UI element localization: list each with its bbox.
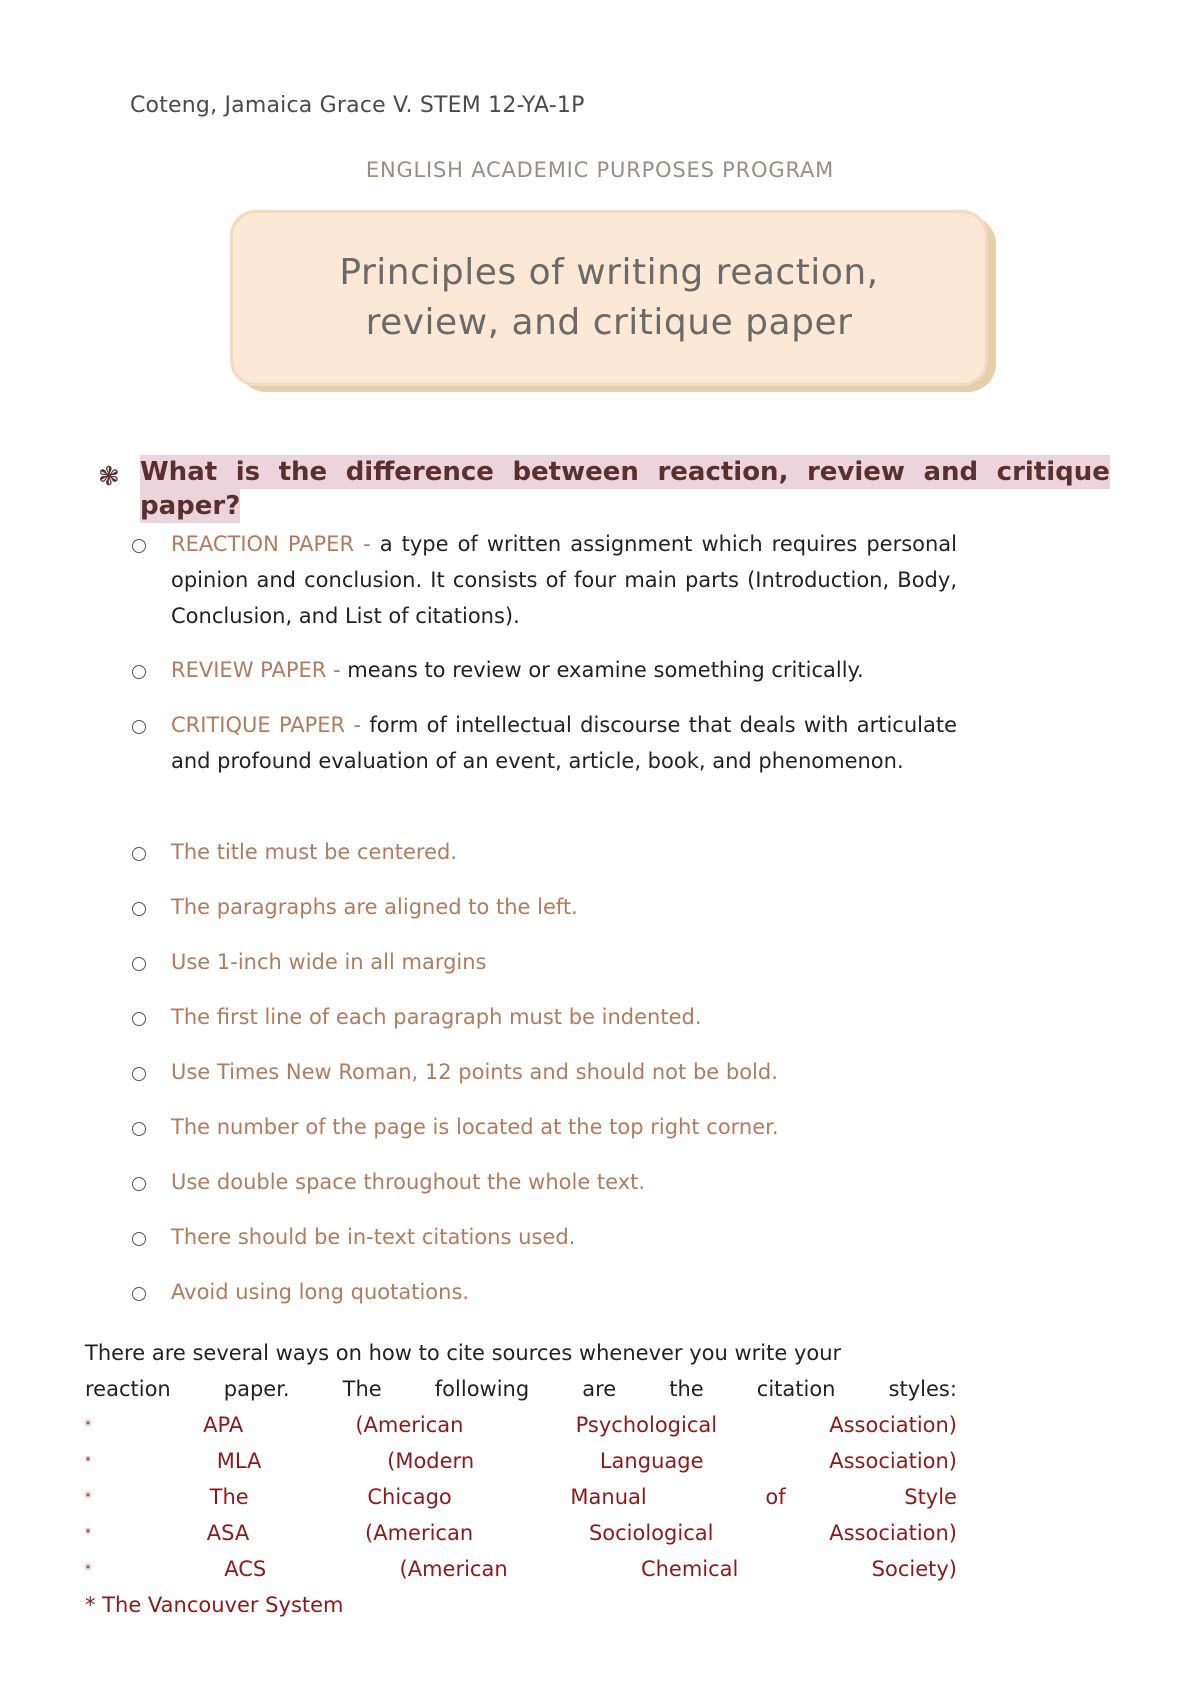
intro-word: following <box>434 1377 530 1401</box>
citation-style-word: MLA <box>216 1449 262 1473</box>
citation-style-word: Style <box>904 1485 957 1509</box>
citation-style-word: Chicago <box>367 1485 452 1509</box>
list-item <box>132 1274 957 1310</box>
circle-bullet-icon <box>132 1287 146 1301</box>
definition-term: REACTION PAPER - <box>171 532 371 556</box>
citation-style-word: of <box>765 1485 786 1509</box>
question-heading <box>140 455 1110 523</box>
citation-style-word: (American <box>365 1521 474 1545</box>
list-item <box>132 944 957 980</box>
title-line-2: review, and critique paper <box>365 302 853 343</box>
citation-style-word: Language <box>599 1449 704 1473</box>
question-word: the <box>278 457 328 487</box>
citation-style-word: Association) <box>829 1449 957 1473</box>
citation-style-word: (Modern <box>387 1449 475 1473</box>
question-word: and <box>923 457 979 487</box>
intro-word: the <box>669 1377 704 1401</box>
definition-text <box>171 707 957 779</box>
circle-bullet-icon <box>132 847 146 861</box>
intro-word: styles: <box>888 1377 957 1401</box>
definition-text <box>171 652 957 688</box>
definition-body: means to review or examine something critically. <box>340 658 864 682</box>
citation-style-word: ASA <box>206 1521 250 1545</box>
intro-word: reaction <box>85 1377 171 1401</box>
definition-term: REVIEW PAPER - <box>171 658 341 682</box>
list-item <box>132 834 957 870</box>
definition-text <box>171 526 957 634</box>
question-word: review <box>806 457 905 487</box>
citation-style-word: (American <box>399 1557 508 1581</box>
citation-style-row <box>85 1407 957 1443</box>
citation-style-word: Psychological <box>575 1413 718 1437</box>
rule-text: Avoid using long quotations. <box>171 1280 470 1304</box>
circle-bullet-icon <box>132 1012 146 1026</box>
list-item <box>132 707 957 779</box>
question-line-2: paper? <box>140 491 241 521</box>
list-item <box>132 889 957 925</box>
citation-intro-line-2 <box>85 1371 957 1407</box>
citation-style-word: Manual <box>570 1485 647 1509</box>
list-item <box>132 652 957 688</box>
intro-word: The <box>342 1377 382 1401</box>
asterisk-marker: * <box>85 1418 91 1432</box>
citation-style-word: Association) <box>829 1413 957 1437</box>
rule-text: Use 1-inch wide in all margins <box>171 950 487 974</box>
circle-bullet-icon <box>132 1177 146 1191</box>
author-line: Coteng, Jamaica Grace V. STEM 12-YA-1P <box>130 93 585 118</box>
citation-intro-line-1: There are several ways on how to cite sources whenever you write your <box>85 1341 842 1365</box>
title-box <box>230 210 988 386</box>
circle-bullet-icon <box>132 1232 146 1246</box>
citation-style-row <box>85 1515 957 1551</box>
citation-style-word: Sociological <box>588 1521 714 1545</box>
citation-style-word: APA <box>203 1413 244 1437</box>
citation-style-row <box>85 1479 957 1515</box>
asterisk-marker: * <box>85 1562 91 1576</box>
intro-word: are <box>582 1377 617 1401</box>
definition-body: a type of written assignment which requires personal opinion and conclusion. It consists of four main parts (Introduction, Body, Conclusion, and List of citations). <box>171 532 958 628</box>
rule-text: There should be in-text citations used. <box>171 1225 576 1249</box>
citation-style-word: Society) <box>871 1557 957 1581</box>
citation-style-word: Association) <box>829 1521 957 1545</box>
list-item <box>132 526 957 634</box>
asterisk-marker: * <box>85 1490 91 1504</box>
rule-text: The first line of each paragraph must be indented. <box>171 1005 702 1029</box>
question-word: critique <box>996 457 1110 487</box>
definition-body: form of intellectual discourse that deals with articulate and profound evaluation of an event, article, book, and phenomenon. <box>171 713 957 773</box>
question-word: is <box>235 457 261 487</box>
citation-style-last: * The Vancouver System <box>85 1593 344 1617</box>
question-word: between <box>512 457 639 487</box>
rule-text: Use Times New Roman, 12 points and should not be bold. <box>171 1060 778 1084</box>
circle-bullet-icon <box>132 902 146 916</box>
definition-term: CRITIQUE PAPER - <box>171 713 362 737</box>
title-line-1: Principles of writing reaction, <box>339 252 879 293</box>
rule-text: The title must be centered. <box>171 840 458 864</box>
citation-style-word: The <box>209 1485 249 1509</box>
circle-bullet-icon <box>132 720 146 734</box>
list-item <box>132 1164 957 1200</box>
list-item <box>132 1054 957 1090</box>
question-word: difference <box>345 457 494 487</box>
question-word: reaction, <box>657 457 789 487</box>
asterisk-marker: * <box>85 1454 91 1468</box>
citation-style-word: ACS <box>224 1557 267 1581</box>
asterisk-marker: * <box>85 1526 91 1540</box>
citation-style-word: (American <box>355 1413 464 1437</box>
list-item <box>132 1109 957 1145</box>
circle-bullet-icon <box>132 665 146 679</box>
circle-bullet-icon <box>132 539 146 553</box>
citation-style-word: Chemical <box>640 1557 739 1581</box>
rule-text: The paragraphs are aligned to the left. <box>171 895 578 919</box>
list-item <box>132 999 957 1035</box>
rule-text: Use double space throughout the whole text. <box>171 1170 646 1194</box>
intro-word: citation <box>756 1377 836 1401</box>
circle-bullet-icon <box>132 1067 146 1081</box>
question-word: What <box>140 457 218 487</box>
question-line-1 <box>140 455 1110 489</box>
citation-style-row <box>85 1551 957 1587</box>
citation-style-row <box>85 1443 957 1479</box>
program-title: ENGLISH ACADEMIC PURPOSES PROGRAM <box>365 158 835 182</box>
list-item <box>132 1219 957 1255</box>
citation-paragraph <box>85 1335 957 1407</box>
rule-text: The number of the page is located at the top right corner. <box>171 1115 779 1139</box>
flower-bullet-icon: ❃ <box>98 462 120 492</box>
circle-bullet-icon <box>132 1122 146 1136</box>
circle-bullet-icon <box>132 957 146 971</box>
intro-word: paper. <box>223 1377 290 1401</box>
